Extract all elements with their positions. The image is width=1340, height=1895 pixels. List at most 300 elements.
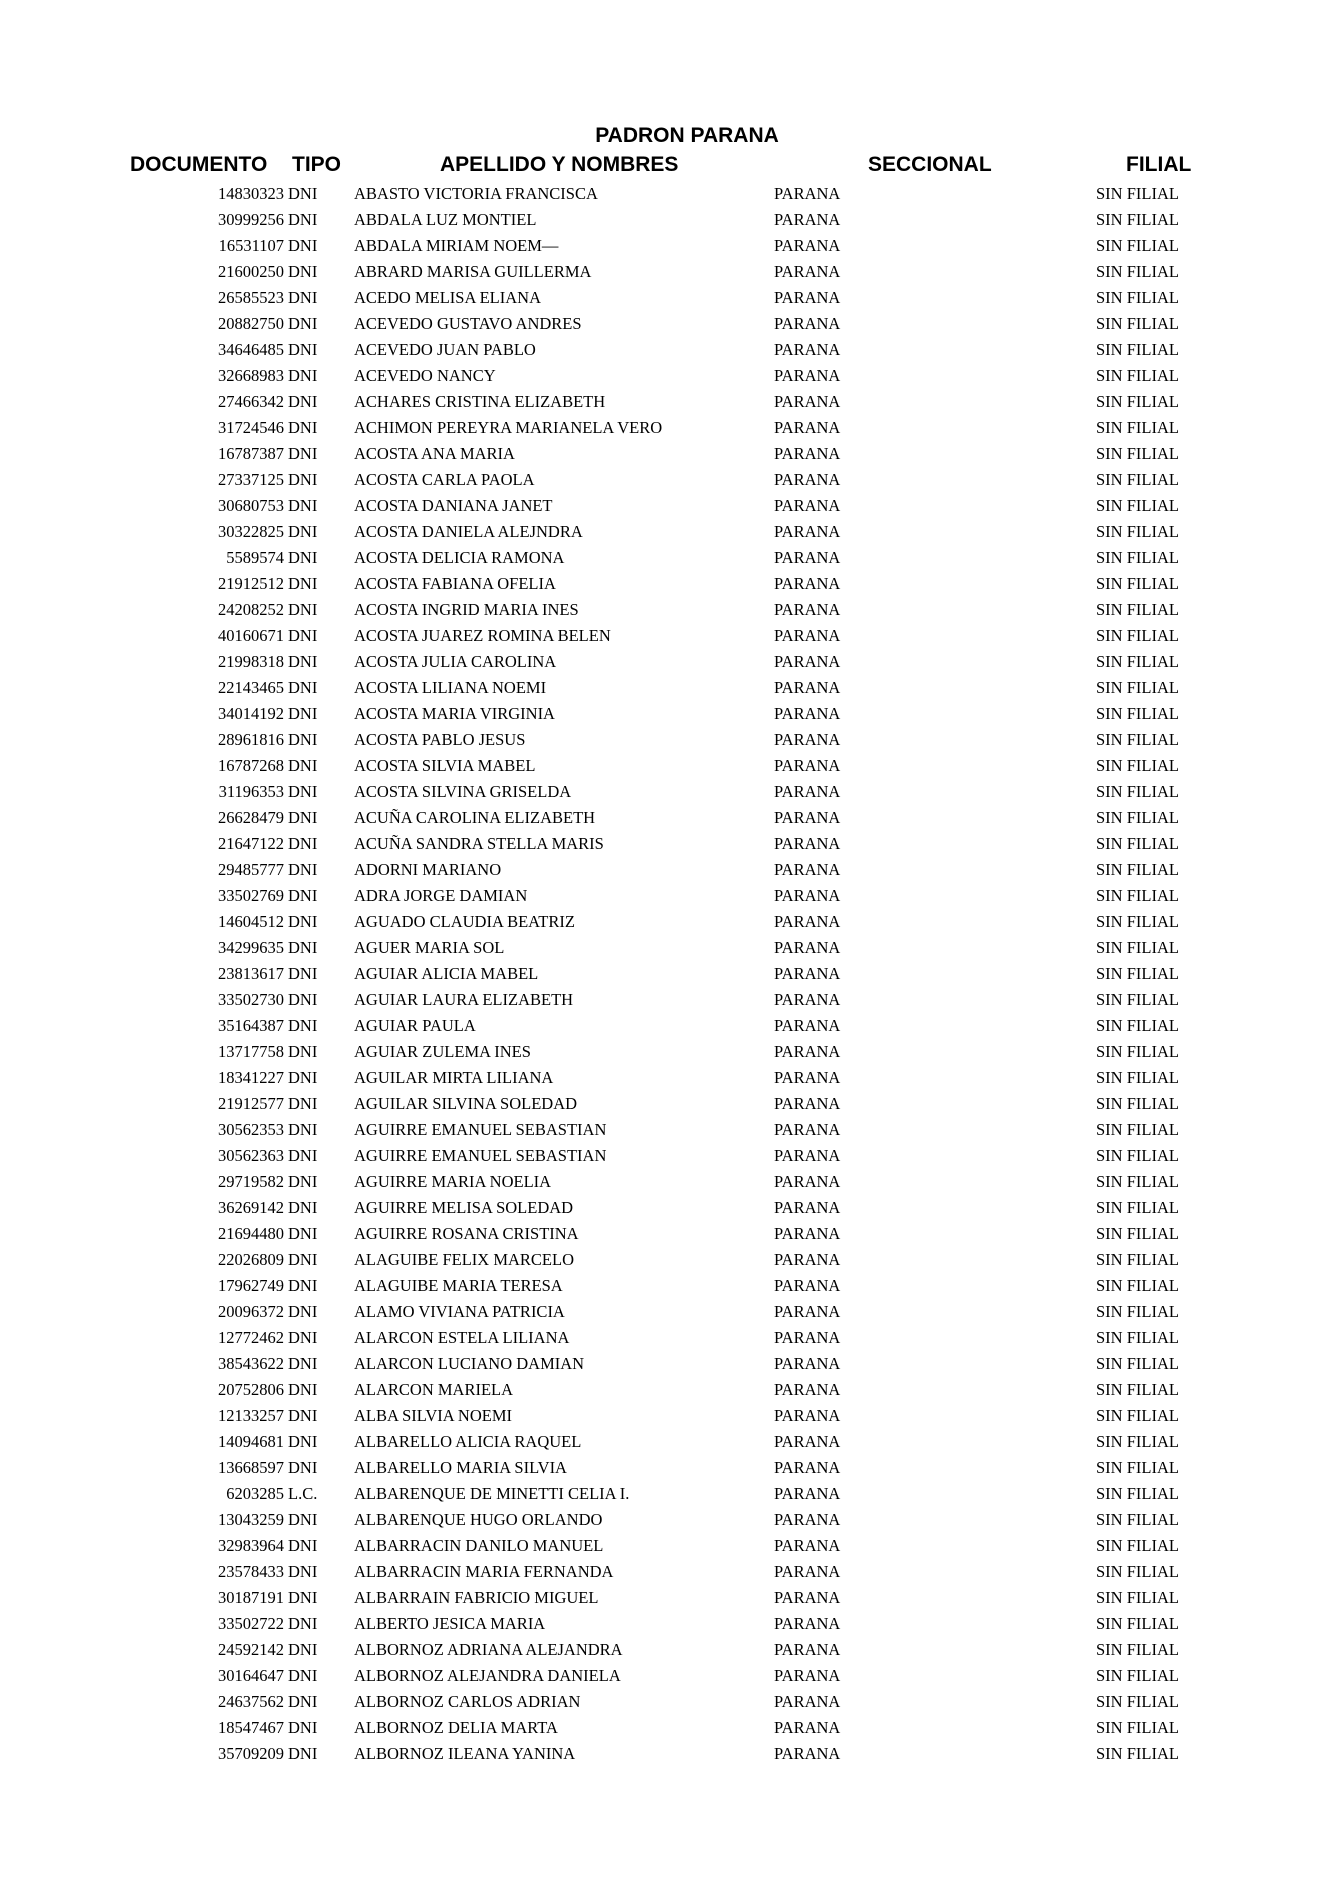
cell-apellido-nombres: ALARCON MARIELA: [354, 1380, 514, 1399]
cell-apellido-nombres: ALBARENQUE DE MINETTI CELIA I.: [354, 1484, 630, 1503]
table-row: [0, 285, 1340, 311]
cell-seccional: PARANA: [774, 1354, 841, 1373]
cell-documento: 29719582: [218, 1172, 284, 1191]
cell-filial: SIN FILIAL: [1096, 990, 1179, 1009]
cell-tipo: DNI: [288, 730, 318, 749]
cell-apellido-nombres: AGUIAR LAURA ELIZABETH: [354, 990, 574, 1009]
cell-seccional: PARANA: [774, 1432, 841, 1451]
cell-filial: SIN FILIAL: [1096, 1224, 1179, 1243]
cell-tipo: DNI: [288, 314, 318, 333]
table-row: [0, 1559, 1340, 1585]
cell-apellido-nombres: ACOSTA FABIANA OFELIA: [354, 574, 556, 593]
cell-seccional: PARANA: [774, 1640, 841, 1659]
header-seccional: SECCIONAL: [868, 153, 992, 176]
cell-documento: 27466342: [218, 392, 284, 411]
cell-documento: 20882750: [218, 314, 284, 333]
cell-documento: 30999256: [218, 210, 284, 229]
cell-documento: 36269142: [218, 1198, 284, 1217]
cell-seccional: PARANA: [774, 522, 841, 541]
table-row: [0, 1403, 1340, 1429]
table-row: [0, 233, 1340, 259]
cell-documento: 27337125: [218, 470, 284, 489]
cell-tipo: DNI: [288, 1562, 318, 1581]
cell-apellido-nombres: ACOSTA PABLO JESUS: [354, 730, 526, 749]
cell-documento: 30562353: [218, 1120, 284, 1139]
cell-filial: SIN FILIAL: [1096, 678, 1179, 697]
cell-tipo: DNI: [288, 1510, 318, 1529]
cell-apellido-nombres: AGUIRRE MELISA SOLEDAD: [354, 1198, 574, 1217]
table-row: [0, 1013, 1340, 1039]
cell-apellido-nombres: ACOSTA SILVINA GRISELDA: [354, 782, 572, 801]
cell-documento: 16531107: [218, 236, 284, 255]
cell-filial: SIN FILIAL: [1096, 1354, 1179, 1373]
cell-documento: 21694480: [218, 1224, 284, 1243]
cell-documento: 29485777: [218, 860, 284, 879]
roster-table: [0, 181, 1340, 1767]
cell-documento: 12133257: [218, 1406, 284, 1425]
cell-apellido-nombres: AGUILAR SILVINA SOLEDAD: [354, 1094, 578, 1113]
table-row: [0, 493, 1340, 519]
cell-documento: 33502722: [218, 1614, 284, 1633]
cell-documento: 28961816: [218, 730, 284, 749]
cell-documento: 31196353: [218, 782, 284, 801]
table-row: [0, 727, 1340, 753]
cell-apellido-nombres: ALBERTO JESICA MARIA: [354, 1614, 546, 1633]
table-row: [0, 1351, 1340, 1377]
cell-filial: SIN FILIAL: [1096, 756, 1179, 775]
cell-filial: SIN FILIAL: [1096, 1146, 1179, 1165]
cell-apellido-nombres: ACEDO MELISA ELIANA: [354, 288, 541, 307]
header-filial: FILIAL: [1126, 153, 1192, 176]
cell-seccional: PARANA: [774, 704, 841, 723]
cell-seccional: PARANA: [774, 834, 841, 853]
cell-filial: SIN FILIAL: [1096, 1016, 1179, 1035]
cell-apellido-nombres: ALARCON LUCIANO DAMIAN: [354, 1354, 585, 1373]
cell-tipo: DNI: [288, 288, 318, 307]
table-row: [0, 259, 1340, 285]
cell-documento: 30164647: [218, 1666, 284, 1685]
cell-seccional: PARANA: [774, 210, 841, 229]
cell-filial: SIN FILIAL: [1096, 808, 1179, 827]
cell-filial: SIN FILIAL: [1096, 1406, 1179, 1425]
cell-filial: SIN FILIAL: [1096, 210, 1179, 229]
cell-tipo: DNI: [288, 1302, 318, 1321]
cell-seccional: PARANA: [774, 1458, 841, 1477]
cell-tipo: DNI: [288, 990, 318, 1009]
cell-documento: 14830323: [218, 184, 284, 203]
cell-tipo: DNI: [288, 1094, 318, 1113]
cell-filial: SIN FILIAL: [1096, 1380, 1179, 1399]
cell-apellido-nombres: ACOSTA JUAREZ ROMINA BELEN: [354, 626, 611, 645]
cell-filial: SIN FILIAL: [1096, 548, 1179, 567]
cell-filial: SIN FILIAL: [1096, 1666, 1179, 1685]
cell-filial: SIN FILIAL: [1096, 366, 1179, 385]
cell-filial: SIN FILIAL: [1096, 1562, 1179, 1581]
cell-seccional: PARANA: [774, 1094, 841, 1113]
cell-documento: 32983964: [218, 1536, 284, 1555]
cell-apellido-nombres: AGUIAR ALICIA MABEL: [354, 964, 539, 983]
cell-seccional: PARANA: [774, 1198, 841, 1217]
cell-filial: SIN FILIAL: [1096, 574, 1179, 593]
cell-tipo: DNI: [288, 964, 318, 983]
table-row: [0, 1429, 1340, 1455]
cell-seccional: PARANA: [774, 860, 841, 879]
cell-filial: SIN FILIAL: [1096, 782, 1179, 801]
cell-seccional: PARANA: [774, 418, 841, 437]
cell-seccional: PARANA: [774, 392, 841, 411]
page-title: PADRON PARANA: [595, 124, 779, 147]
cell-tipo: DNI: [288, 1354, 318, 1373]
cell-filial: SIN FILIAL: [1096, 340, 1179, 359]
cell-apellido-nombres: ACHARES CRISTINA ELIZABETH: [354, 392, 606, 411]
cell-tipo: DNI: [288, 600, 318, 619]
table-row: [0, 1299, 1340, 1325]
table-row: [0, 909, 1340, 935]
cell-filial: SIN FILIAL: [1096, 444, 1179, 463]
cell-seccional: PARANA: [774, 548, 841, 567]
cell-apellido-nombres: AGUER MARIA SOL: [354, 938, 505, 957]
table-row: [0, 1377, 1340, 1403]
cell-apellido-nombres: AGUIRRE ROSANA CRISTINA: [354, 1224, 579, 1243]
cell-filial: SIN FILIAL: [1096, 1536, 1179, 1555]
cell-documento: 21998318: [218, 652, 284, 671]
cell-tipo: DNI: [288, 678, 318, 697]
cell-apellido-nombres: ALBORNOZ DELIA MARTA: [354, 1718, 558, 1737]
cell-tipo: DNI: [288, 1328, 318, 1347]
cell-seccional: PARANA: [774, 652, 841, 671]
cell-apellido-nombres: ABASTO VICTORIA FRANCISCA: [354, 184, 598, 203]
cell-apellido-nombres: ABDALA LUZ MONTIEL: [354, 210, 537, 229]
cell-seccional: PARANA: [774, 1718, 841, 1737]
cell-tipo: DNI: [288, 1744, 318, 1763]
cell-apellido-nombres: ACOSTA INGRID MARIA INES: [354, 600, 579, 619]
cell-apellido-nombres: ACUÑA SANDRA STELLA MARIS: [354, 834, 604, 853]
cell-tipo: DNI: [288, 522, 318, 541]
table-row: [0, 363, 1340, 389]
table-row: [0, 623, 1340, 649]
cell-filial: SIN FILIAL: [1096, 1068, 1179, 1087]
cell-seccional: PARANA: [774, 1406, 841, 1425]
table-row: [0, 649, 1340, 675]
cell-documento: 32668983: [218, 366, 284, 385]
table-row: [0, 1221, 1340, 1247]
cell-apellido-nombres: AGUIRRE EMANUEL SEBASTIAN: [354, 1120, 607, 1139]
table-row: [0, 389, 1340, 415]
cell-documento: 24208252: [218, 600, 284, 619]
cell-documento: 30562363: [218, 1146, 284, 1165]
cell-filial: SIN FILIAL: [1096, 1328, 1179, 1347]
cell-documento: 22143465: [218, 678, 284, 697]
cell-filial: SIN FILIAL: [1096, 262, 1179, 281]
cell-documento: 17962749: [218, 1276, 284, 1295]
table-row: [0, 675, 1340, 701]
cell-seccional: PARANA: [774, 470, 841, 489]
cell-tipo: DNI: [288, 340, 318, 359]
cell-documento: 40160671: [218, 626, 284, 645]
cell-apellido-nombres: ALBORNOZ ILEANA YANINA: [354, 1744, 576, 1763]
cell-filial: SIN FILIAL: [1096, 1172, 1179, 1191]
table-row: [0, 1169, 1340, 1195]
cell-apellido-nombres: ADORNI MARIANO: [354, 860, 502, 879]
cell-filial: SIN FILIAL: [1096, 1614, 1179, 1633]
cell-seccional: PARANA: [774, 1224, 841, 1243]
cell-tipo: DNI: [288, 548, 318, 567]
table-row: [0, 753, 1340, 779]
cell-filial: SIN FILIAL: [1096, 964, 1179, 983]
cell-apellido-nombres: ALAGUIBE FELIX MARCELO: [354, 1250, 574, 1269]
cell-apellido-nombres: ACOSTA DANIANA JANET: [354, 496, 553, 515]
cell-filial: SIN FILIAL: [1096, 314, 1179, 333]
cell-documento: 34299635: [218, 938, 284, 957]
cell-seccional: PARANA: [774, 1250, 841, 1269]
cell-seccional: PARANA: [774, 964, 841, 983]
table-row: [0, 337, 1340, 363]
cell-seccional: PARANA: [774, 496, 841, 515]
cell-apellido-nombres: AGUIRRE EMANUEL SEBASTIAN: [354, 1146, 607, 1165]
cell-documento: 34646485: [218, 340, 284, 359]
cell-seccional: PARANA: [774, 678, 841, 697]
cell-filial: SIN FILIAL: [1096, 1588, 1179, 1607]
cell-apellido-nombres: ACOSTA DANIELA ALEJNDRA: [354, 522, 583, 541]
cell-tipo: DNI: [288, 1458, 318, 1477]
cell-documento: 31724546: [218, 418, 284, 437]
cell-apellido-nombres: ACOSTA LILIANA NOEMI: [354, 678, 547, 697]
table-row: [0, 1663, 1340, 1689]
cell-tipo: DNI: [288, 1068, 318, 1087]
cell-seccional: PARANA: [774, 912, 841, 931]
cell-documento: 35709209: [218, 1744, 284, 1763]
table-row: [0, 961, 1340, 987]
cell-seccional: PARANA: [774, 730, 841, 749]
cell-documento: 35164387: [218, 1016, 284, 1035]
cell-documento: 24637562: [218, 1692, 284, 1711]
table-row: [0, 519, 1340, 545]
cell-seccional: PARANA: [774, 366, 841, 385]
cell-filial: SIN FILIAL: [1096, 522, 1179, 541]
cell-seccional: PARANA: [774, 1536, 841, 1555]
cell-apellido-nombres: ACOSTA DELICIA RAMONA: [354, 548, 565, 567]
cell-filial: SIN FILIAL: [1096, 1692, 1179, 1711]
cell-documento: 26585523: [218, 288, 284, 307]
cell-apellido-nombres: ALARCON ESTELA LILIANA: [354, 1328, 570, 1347]
table-row: [0, 1507, 1340, 1533]
cell-apellido-nombres: ALBARRAIN FABRICIO MIGUEL: [354, 1588, 599, 1607]
cell-seccional: PARANA: [774, 340, 841, 359]
cell-seccional: PARANA: [774, 1042, 841, 1061]
cell-apellido-nombres: ALBARRACIN DANILO MANUEL: [354, 1536, 604, 1555]
header-documento: DOCUMENTO: [130, 153, 268, 176]
cell-seccional: PARANA: [774, 236, 841, 255]
cell-filial: SIN FILIAL: [1096, 1718, 1179, 1737]
cell-tipo: DNI: [288, 1042, 318, 1061]
table-row: [0, 311, 1340, 337]
cell-apellido-nombres: ALAMO VIVIANA PATRICIA: [354, 1302, 565, 1321]
cell-seccional: PARANA: [774, 808, 841, 827]
cell-documento: 12772462: [218, 1328, 284, 1347]
header-apellido-nombres: APELLIDO Y NOMBRES: [440, 153, 679, 176]
cell-tipo: DNI: [288, 626, 318, 645]
table-row: [0, 1637, 1340, 1663]
cell-tipo: DNI: [288, 1432, 318, 1451]
cell-tipo: DNI: [288, 184, 318, 203]
cell-documento: 23578433: [218, 1562, 284, 1581]
cell-apellido-nombres: AGUILAR MIRTA LILIANA: [354, 1068, 554, 1087]
cell-filial: SIN FILIAL: [1096, 236, 1179, 255]
cell-documento: 16787387: [218, 444, 284, 463]
cell-apellido-nombres: ACOSTA SILVIA MABEL: [354, 756, 536, 775]
cell-documento: 18547467: [218, 1718, 284, 1737]
cell-tipo: DNI: [288, 1718, 318, 1737]
cell-seccional: PARANA: [774, 1120, 841, 1139]
cell-seccional: PARANA: [774, 1016, 841, 1035]
table-row: [0, 1741, 1340, 1767]
cell-seccional: PARANA: [774, 262, 841, 281]
cell-seccional: PARANA: [774, 574, 841, 593]
cell-seccional: PARANA: [774, 1276, 841, 1295]
cell-apellido-nombres: ABRARD MARISA GUILLERMA: [354, 262, 592, 281]
table-row: [0, 1091, 1340, 1117]
cell-documento: 33502769: [218, 886, 284, 905]
table-row: [0, 1039, 1340, 1065]
cell-tipo: DNI: [288, 834, 318, 853]
cell-tipo: DNI: [288, 1536, 318, 1555]
table-row: [0, 779, 1340, 805]
cell-seccional: PARANA: [774, 1328, 841, 1347]
cell-tipo: DNI: [288, 860, 318, 879]
table-row: [0, 987, 1340, 1013]
cell-apellido-nombres: ALBARELLO ALICIA RAQUEL: [354, 1432, 582, 1451]
cell-seccional: PARANA: [774, 1588, 841, 1607]
cell-tipo: DNI: [288, 912, 318, 931]
cell-tipo: DNI: [288, 366, 318, 385]
table-row: [0, 1065, 1340, 1091]
cell-apellido-nombres: ACOSTA JULIA CAROLINA: [354, 652, 557, 671]
cell-filial: SIN FILIAL: [1096, 1198, 1179, 1217]
cell-documento: 21912512: [218, 574, 284, 593]
cell-filial: SIN FILIAL: [1096, 1302, 1179, 1321]
cell-apellido-nombres: ALBARELLO MARIA SILVIA: [354, 1458, 567, 1477]
cell-tipo: DNI: [288, 1224, 318, 1243]
cell-filial: SIN FILIAL: [1096, 418, 1179, 437]
cell-apellido-nombres: ALAGUIBE MARIA TERESA: [354, 1276, 563, 1295]
cell-documento: 14094681: [218, 1432, 284, 1451]
cell-tipo: DNI: [288, 262, 318, 281]
cell-documento: 14604512: [218, 912, 284, 931]
cell-filial: SIN FILIAL: [1096, 1250, 1179, 1269]
cell-documento: 21647122: [218, 834, 284, 853]
cell-filial: SIN FILIAL: [1096, 600, 1179, 619]
cell-documento: 6203285: [226, 1484, 284, 1503]
cell-tipo: DNI: [288, 1692, 318, 1711]
cell-tipo: DNI: [288, 392, 318, 411]
table-row: [0, 1689, 1340, 1715]
table-row: [0, 415, 1340, 441]
cell-filial: SIN FILIAL: [1096, 886, 1179, 905]
cell-seccional: PARANA: [774, 1614, 841, 1633]
cell-filial: SIN FILIAL: [1096, 1120, 1179, 1139]
cell-tipo: DNI: [288, 1588, 318, 1607]
cell-tipo: DNI: [288, 1198, 318, 1217]
cell-documento: 13668597: [218, 1458, 284, 1477]
cell-documento: 30187191: [218, 1588, 284, 1607]
cell-documento: 23813617: [218, 964, 284, 983]
cell-tipo: DNI: [288, 704, 318, 723]
cell-seccional: PARANA: [774, 444, 841, 463]
table-row: [0, 1273, 1340, 1299]
header-tipo: TIPO: [292, 153, 342, 176]
cell-filial: SIN FILIAL: [1096, 1458, 1179, 1477]
cell-tipo: L.C.: [288, 1484, 318, 1503]
cell-tipo: DNI: [288, 652, 318, 671]
table-row: [0, 1247, 1340, 1273]
cell-apellido-nombres: AGUIRRE MARIA NOELIA: [354, 1172, 552, 1191]
cell-filial: SIN FILIAL: [1096, 496, 1179, 515]
cell-filial: SIN FILIAL: [1096, 652, 1179, 671]
cell-documento: 20096372: [218, 1302, 284, 1321]
cell-documento: 20752806: [218, 1380, 284, 1399]
cell-tipo: DNI: [288, 210, 318, 229]
cell-filial: SIN FILIAL: [1096, 912, 1179, 931]
table-row: [0, 1325, 1340, 1351]
cell-filial: SIN FILIAL: [1096, 1744, 1179, 1763]
cell-documento: 21912577: [218, 1094, 284, 1113]
table-row: [0, 701, 1340, 727]
cell-apellido-nombres: ALBORNOZ CARLOS ADRIAN: [354, 1692, 581, 1711]
cell-tipo: DNI: [288, 418, 318, 437]
table-row: [0, 1585, 1340, 1611]
cell-seccional: PARANA: [774, 990, 841, 1009]
cell-apellido-nombres: AGUIAR PAULA: [354, 1016, 476, 1035]
table-row: [0, 857, 1340, 883]
table-row: [0, 1715, 1340, 1741]
cell-tipo: DNI: [288, 1276, 318, 1295]
cell-tipo: DNI: [288, 1614, 318, 1633]
cell-tipo: DNI: [288, 574, 318, 593]
cell-tipo: DNI: [288, 938, 318, 957]
cell-filial: SIN FILIAL: [1096, 1094, 1179, 1113]
cell-documento: 13717758: [218, 1042, 284, 1061]
cell-seccional: PARANA: [774, 1692, 841, 1711]
cell-apellido-nombres: AGUADO CLAUDIA BEATRIZ: [354, 912, 575, 931]
cell-tipo: DNI: [288, 886, 318, 905]
cell-filial: SIN FILIAL: [1096, 730, 1179, 749]
cell-seccional: PARANA: [774, 1510, 841, 1529]
cell-apellido-nombres: ALBARRACIN MARIA FERNANDA: [354, 1562, 614, 1581]
cell-apellido-nombres: ABDALA MIRIAM NOEM—: [354, 236, 559, 255]
cell-apellido-nombres: ALBARENQUE HUGO ORLANDO: [354, 1510, 603, 1529]
cell-documento: 24592142: [218, 1640, 284, 1659]
cell-documento: 38543622: [218, 1354, 284, 1373]
cell-documento: 21600250: [218, 262, 284, 281]
cell-apellido-nombres: ACEVEDO NANCY: [354, 366, 496, 385]
cell-filial: SIN FILIAL: [1096, 938, 1179, 957]
cell-documento: 22026809: [218, 1250, 284, 1269]
cell-filial: SIN FILIAL: [1096, 470, 1179, 489]
cell-tipo: DNI: [288, 1016, 318, 1035]
cell-tipo: DNI: [288, 444, 318, 463]
cell-seccional: PARANA: [774, 626, 841, 645]
cell-apellido-nombres: ACOSTA CARLA PAOLA: [354, 470, 535, 489]
table-row: [0, 1455, 1340, 1481]
cell-filial: SIN FILIAL: [1096, 392, 1179, 411]
cell-filial: SIN FILIAL: [1096, 1484, 1179, 1503]
cell-seccional: PARANA: [774, 756, 841, 775]
table-row: [0, 1143, 1340, 1169]
table-row: [0, 1195, 1340, 1221]
cell-apellido-nombres: ACUÑA CAROLINA ELIZABETH: [354, 808, 596, 827]
table-row: [0, 207, 1340, 233]
cell-filial: SIN FILIAL: [1096, 626, 1179, 645]
